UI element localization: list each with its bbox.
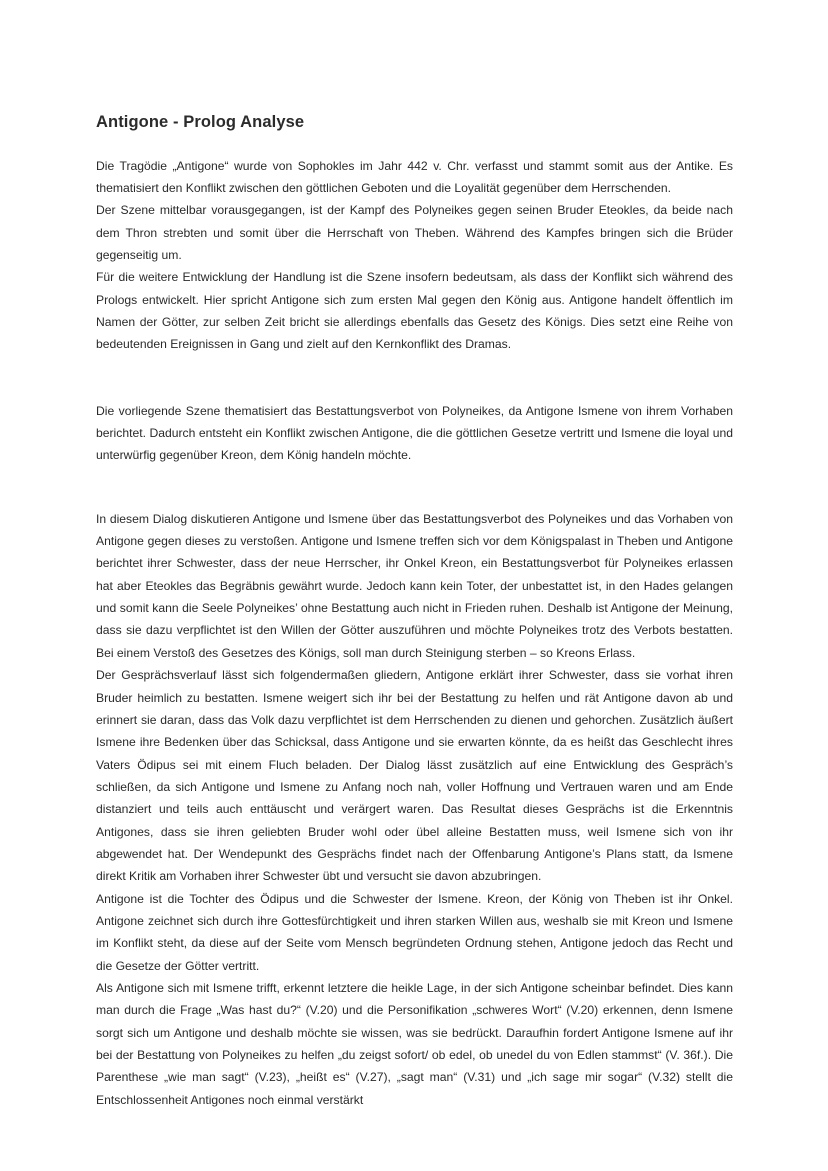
paragraph: In diesem Dialog diskutieren Antigone und Ismene über das Bestattungsverbot des Polyneikes und das Vorhaben von Antigone gegen dieses zu verstoßen. Antigone und Ismene treffen sich vor dem Königspalast in Theben und Antigone berichtet ihrer Schwester, dass der neue Herrscher, ihr Onkel Kreon, ein Bestattungsverbot für Polyneikes erlassen hat aber Eteokles das Begräbnis gewährt wurde. Jedoch kann kein Toter, der unbestattet ist, in den Hades gelangen und somit kann die Seele Polyneikes’ ohne Bestattung auch nicht in Frieden ruhen. Deshalb ist Antigone der Meinung, dass sie dazu verpflichtet ist den Willen der Götter auszuführen und möchte Polyneikes trotz des Verbots bestatten. Bei einem Verstoß des Gesetzes des Königs, soll man durch Steinigung sterben – so Kreons Erlass. [96,511,733,660]
document-body [96,112,733,1111]
paragraph: Der Szene mittelbar vorausgegangen, ist der Kampf des Polyneikes gegen seinen Bruder Eteokles, da beide nach dem Thron strebten und somit über die Herrschaft von Theben. Während des Kampfes bringen sich die Brüder gegenseitig um. [96,203,733,262]
text-block-intro [96,155,733,356]
paragraph: Der Gesprächsverlauf lässt sich folgendermaßen gliedern, Antigone erklärt ihrer Schwester, dass sie vorhat ihren Bruder heimlich zu bestatten. Ismene weigert sich ihr bei der Bestattung zu helfen und rät Antigone davon ab und erinnert sie daran, dass das Volk dazu verpflichtet ist dem Herrschenden zu dienen und gehorchen. Zusätzlich äußert Ismene ihre Bedenken über das Schicksal, dass Antigone und sie erwarten könnte, da es heißt das Geschlecht ihres Vaters Ödipus sei mit einem Fluch beladen. Der Dialog lässt zusätzlich auf eine Entwicklung des Gespräch’s schließen, da sich Antigone und Ismene zu Anfang noch nah, voller Hoffnung und Vertrauen waren und am Ende distanziert und teils auch enttäuscht und verärgert waren. Das Resultat dieses Gesprächs ist die Erkenntnis Antigones, dass sie ihren geliebten Bruder wohl oder übel alleine Bestatten muss, weil Ismene sich von ihr abgewendet hat. Der Wendepunkt des Gesprächs findet nach der Offenbarung Antigone’s Plans statt, da Ismene direkt Kritik am Vorhaben ihrer Schwester übt und versucht sie davon abzubringen. [96,668,733,884]
paragraph: Die Tragödie „Antigone“ wurde von Sophokles im Jahr 442 v. Chr. verfasst und stammt somit aus der Antike. Es thematisiert den Konflikt zwischen den göttlichen Geboten und die Loyalität gegenüber dem Herrschenden. [96,158,733,195]
text-block-scene-summary [96,400,733,467]
paragraph: Als Antigone sich mit Ismene trifft, erkennt letztere die heikle Lage, in der sich Antigone scheinbar befindet. Dies kann man durch die Frage „Was hast du?“ (V.20) und die Personifikation „schweres Wort“ (V.20) erkennen, denn Ismene sorgt sich um Antigone und deshalb möchte sie wissen, was sie bedrückt. Daraufhin fordert Antigone Ismene auf ihr bei der Bestattung von Polyneikes zu helfen „du zeigst sofort/ ob edel, ob unedel du von Edlen stammst“ (V. 36f.). Die Parenthese „wie man sagt“ (V.23), „heißt es“ (V.27), „sagt man“ (V.31) und „ich sage mir sogar“ (V.32) stellt die Entschlossenheit Antigones noch einmal verstärkt [96,980,733,1107]
paragraph: Die vorliegende Szene thematisiert das Bestattungsverbot von Polyneikes, da Antigone Ismene von ihrem Vorhaben berichtet. Dadurch entsteht ein Konflikt zwischen Antigone, die die göttlichen Gesetze vertritt und Ismene die loyal und unterwürfig gegenüber Kreon, dem König handeln möchte. [96,403,733,463]
page-title: Antigone - Prolog Analyse [96,113,305,131]
paragraph: Für die weitere Entwicklung der Handlung ist die Szene insofern bedeutsam, als dass der Konflikt sich während des Prologs entwickelt. Hier spricht Antigone sich zum ersten Mal gegen den König aus. Antigone handelt öffentlich im Namen der Götter, zur selben Zeit bricht sie allerdings ebenfalls das Gesetz des Königs. Dies setzt eine Reihe von bedeutenden Ereignissen in Gang und zielt auf den Kernkonflikt des Dramas. [96,270,733,352]
text-block-analysis [96,508,733,1111]
paragraph: Antigone ist die Tochter des Ödipus und die Schwester der Ismene. Kreon, der König von Theben ist ihr Onkel. Antigone zeichnet sich durch ihre Gottesfürchtigkeit und ihren starken Willen aus, weshalb sie mit Kreon und Ismene im Konflikt steht, da diese auf der Seite vom Mensch begründeten Ordnung stehen, Antigone jedoch das Recht und die Gesetze der Götter vertritt. [96,891,733,973]
